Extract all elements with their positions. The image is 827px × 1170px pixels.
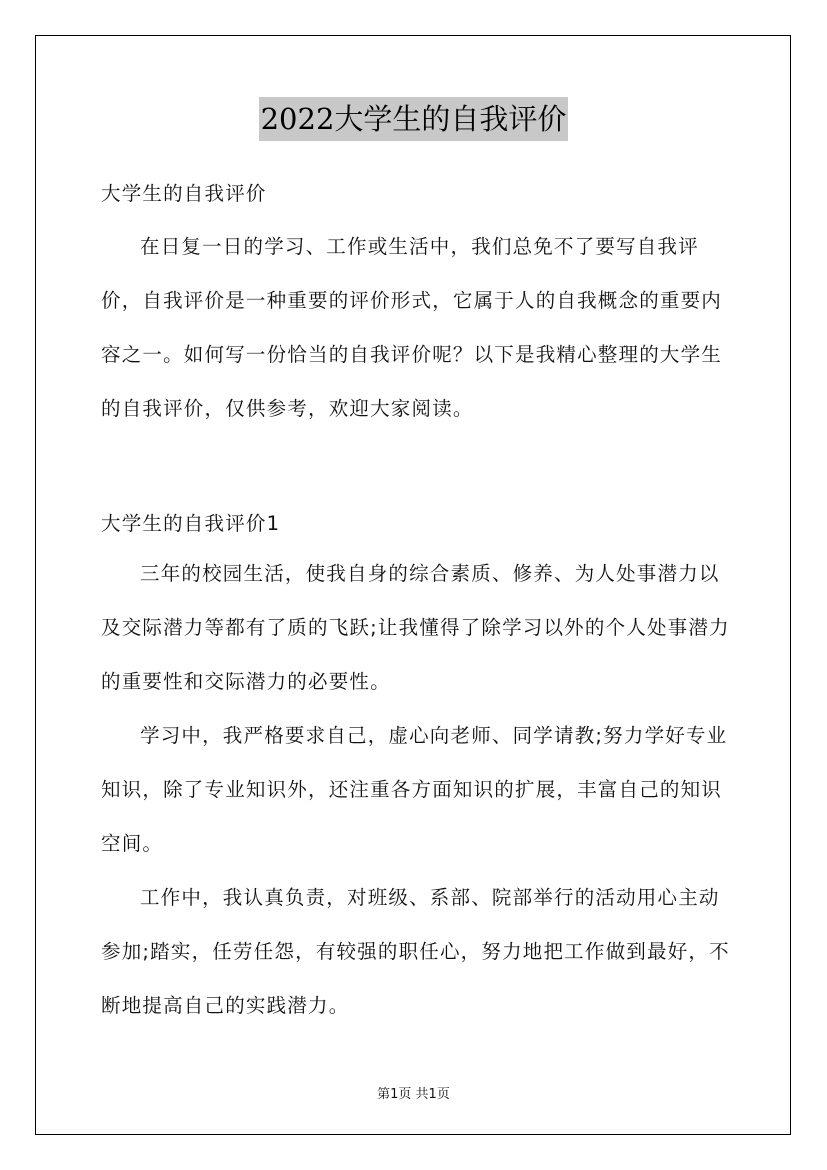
section-heading-1: 大学生的自我评价1 (101, 512, 281, 535)
paragraph-3: 工作中，我认真负责，对班级、系部、院部举行的活动用心主动参加;踏实，任劳任怨，有较强的职任心，努力地把工作做到最好，不断地提高自己的实践潜力。 (101, 886, 730, 1017)
document-title: 2022大学生的自我评价 (259, 97, 569, 141)
paragraph-2: 学习中，我严格要求自己，虚心向老师、同学请教;努力学好专业知识，除了专业知识外，还注重各方面知识的扩展，丰富自己的知识空间。 (101, 724, 728, 855)
intro-section (101, 220, 731, 436)
section-heading-intro: 大学生的自我评价 (101, 182, 267, 205)
page-footer: 第1页 共1页 (377, 1087, 450, 1102)
paragraph-1: 三年的校园生活，使我自身的综合素质、修养、为人处事潜力以及交际潜力等都有了质的飞跃;让我懂得了除学习以外的个人处事潜力的重要性和交际潜力的必要性。 (101, 562, 730, 693)
title-container (0, 97, 827, 141)
section-1-body (101, 547, 731, 1033)
intro-paragraph: 在日复一日的学习、工作或生活中，我们总免不了要写自我评价，自我评价是一种重要的评价形式，它属于人的自我概念的重要内容之一。如何写一份恰当的自我评价呢？以下是我精心整理的大学生的自我评价，仅供参考，欢迎大家阅读。 (101, 235, 723, 420)
